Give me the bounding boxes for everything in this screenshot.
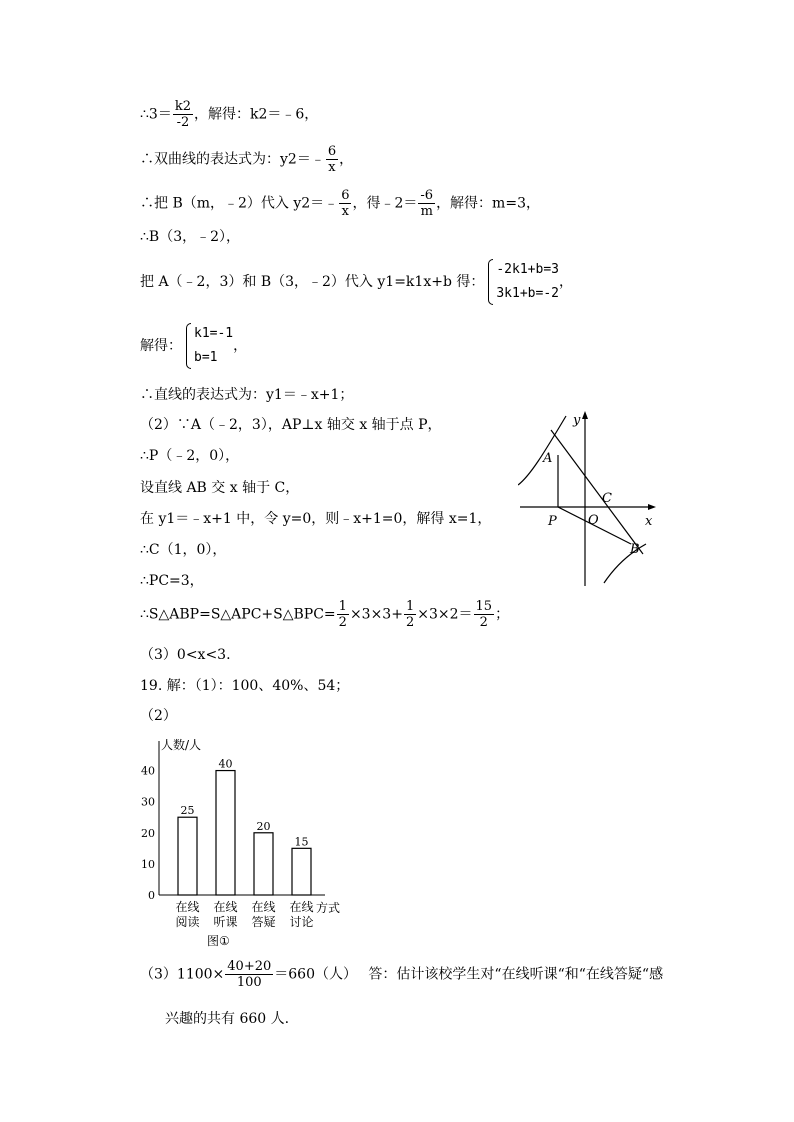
x-axis-title: 方式 (316, 901, 341, 915)
bar (178, 817, 197, 895)
line-12: ∴C（1，0）， (140, 542, 227, 558)
label-y: y (573, 413, 581, 428)
label-P: P (548, 514, 557, 529)
line-4: ∴B（3，﹣2）， (140, 229, 241, 245)
bar-value-label: 25 (180, 804, 195, 818)
y-axis-title: 人数/人 (161, 738, 202, 752)
y-axis-arrow (582, 411, 588, 419)
coordinate-graph (518, 408, 668, 588)
x-tick-label: 在线 (175, 900, 200, 914)
text: ∴把 B（m，﹣2）代入 y2＝﹣ (140, 195, 339, 212)
x-tick-label: 在线 (289, 900, 314, 914)
fraction: $\frac{6}{x}$ (327, 144, 337, 175)
fraction: $\frac{15}{2}$ (475, 599, 493, 630)
text: ， (233, 338, 248, 354)
text: ； (495, 606, 510, 623)
fraction: $\frac{1}{2}$ (338, 599, 347, 630)
text: ∴双曲线的表达式为：y2＝﹣ (140, 151, 325, 168)
line-8: （2）∵A（﹣2，3），AP⊥x 轴交 x 轴于点 P， (140, 417, 442, 433)
bar-chart (135, 735, 375, 950)
text: ×3×3+ (349, 606, 403, 623)
fraction: $\frac{1}{2}$ (405, 599, 415, 630)
fraction: $\frac{k2}{-2}$ (174, 99, 191, 130)
bar-value-label: 15 (294, 835, 309, 849)
y-tick-label: 40 (141, 764, 155, 778)
y-tick-label: 20 (141, 826, 155, 840)
line-16: 19. 解：（1）：100、40%、54； (140, 678, 350, 694)
x-tick-label: 讨论 (289, 915, 314, 929)
text: ，解得：m=3， (436, 195, 540, 212)
chart-caption: 图① (207, 934, 230, 948)
x-tick-label: 在线 (213, 900, 238, 914)
label-x: x (645, 514, 653, 529)
x-tick-label: 在线 (251, 900, 276, 914)
label-C: C (602, 491, 612, 506)
text: ×3×2＝ (417, 606, 473, 623)
line-9: ∴P（﹣2，0）， (140, 448, 240, 464)
bar (292, 848, 311, 895)
y-tick-label: 30 (141, 795, 155, 809)
label-O: O (588, 513, 599, 528)
line-2 (140, 145, 353, 174)
fraction: $\frac{-6}{m}$ (420, 188, 434, 219)
line-13: ∴PC=3， (140, 573, 204, 589)
bar (216, 771, 235, 895)
line-7: ∴直线的表达式为：y1＝﹣x+1； (140, 387, 354, 403)
line-10: 设直线 AB 交 x 轴于 C， (140, 480, 300, 496)
fraction: $\frac{6}{x}$ (341, 188, 350, 219)
x-tick-label: 阅读 (175, 915, 200, 929)
text: （3）1100× (140, 966, 225, 983)
text: 解得： (140, 338, 182, 354)
text: 把 A（﹣2，3）和 B（3，﹣2）代入 y1=k1x+b 得： (140, 274, 485, 290)
bar-value-label: 20 (256, 819, 271, 833)
line-19: 兴趣的共有 660 人. (165, 1011, 290, 1027)
text: ， (558, 274, 573, 290)
x-axis-arrow (648, 504, 656, 510)
bar (254, 833, 273, 895)
label-B: B (630, 542, 640, 557)
line-14 (140, 600, 509, 629)
line-17: （2） (140, 708, 177, 724)
text: ，得﹣2＝ (352, 195, 418, 212)
equation-system: k1=-1 b=1 (182, 322, 233, 370)
line-18 (140, 960, 663, 989)
label-A: A (543, 451, 553, 466)
line-6 (140, 322, 247, 370)
hyperbola-upper-left (518, 416, 566, 485)
text: ， (339, 151, 354, 168)
text: ∴3＝ (140, 106, 172, 123)
y-tick-label: 10 (141, 857, 155, 871)
line-1 (140, 100, 318, 129)
x-tick-label: 答疑 (251, 915, 276, 929)
line-15: （3）0<x<3. (140, 647, 231, 663)
fraction: $\frac{40+20}{100}$ (227, 959, 272, 990)
line-3 (140, 189, 540, 218)
equation-system: -2k1+b=3 3k1+b=-2 (484, 258, 559, 306)
line-11: 在 y1＝﹣x+1 中，令 y=0，则﹣x+1=0，解得 x=1， (140, 511, 492, 527)
line-AB (551, 430, 643, 554)
text: ∴S△ABP=S△APC+S△BPC= (140, 606, 336, 623)
line-5 (140, 258, 573, 306)
x-tick-label: 听课 (213, 915, 238, 929)
bar-value-label: 40 (218, 757, 233, 771)
text: ，解得：k2＝﹣6， (193, 106, 319, 123)
y-tick-label: 0 (148, 889, 155, 902)
text: ＝660（人） 答：估计该校学生对“在线听课“和“在线答疑“感 (274, 966, 664, 983)
